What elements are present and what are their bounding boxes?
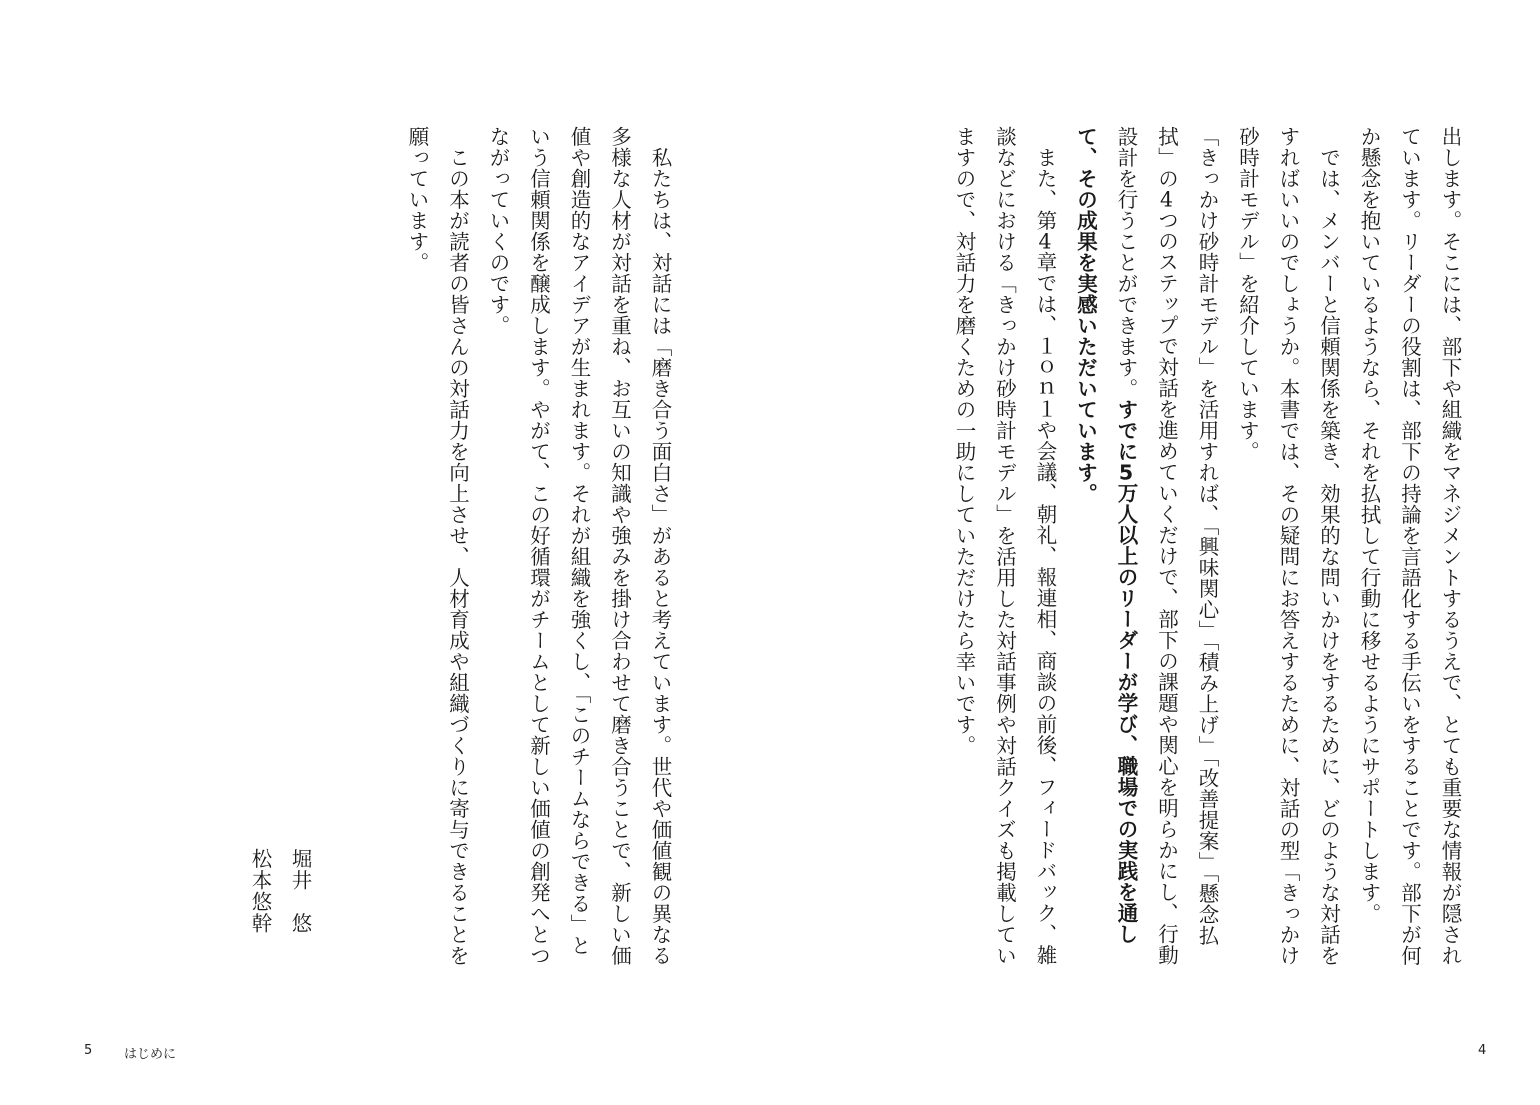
text-run: 出します。そこには、部下や組織をマネジメントするうえで、とても重要な情報が隠されています。リーダーの役割は、部下の持論を言語化する手伝いをすることです。部下が何か懸念を抱いているようなら、それを払拭して行動に移せるようにサポートします。 — [1357, 126, 1462, 966]
paragraph — [1349, 126, 1471, 966]
running-title: はじめに — [124, 1047, 177, 1062]
body-text-right — [910, 126, 1470, 966]
text-run: 私たちは、対話には「磨き合う面白さ」があると考えています。世代や価値観の異なる多様な人材が対話を重ね、お互いの知識や強みを掛け合わせて磨き合うことで、新しい価値や創造的なアイデアが生まれます。それが組織を強くし、「このチームならできる」という信頼関係を醸成します。やがて、この好循環がチームとして新しい価値の創発へとつながっていくのです。 — [486, 126, 672, 966]
paragraph — [944, 126, 1066, 966]
author-signature-2: 松本悠幹 — [248, 848, 272, 934]
page-number-left: 5 — [84, 1043, 93, 1058]
page-right — [770, 0, 1540, 1105]
text-run: この本が読者の皆さんの対話力を向上させ、人材育成や組織づくりに寄与できることを願っています。 — [405, 126, 470, 966]
text-run: 章では、１ｏｎ１や会議、朝礼、報連相、商談の前後、フィードバック、雑談などにおける「きっかけ砂時計モデル」を活用した対話事例や対話クイズも掲載していますので、対話力を磨くための一助にしていただけたら幸いです。 — [952, 126, 1057, 966]
text-run: 4 — [1159, 189, 1174, 210]
author-signature-1: 堀井 悠 — [288, 848, 312, 934]
text-run: では、メンバーと信頼関係を築き、効果的な問いかけをするために、どのような対話をすればいいのでしょうか。本書では、その疑問にお答えするために、対話の型「きっかけ砂時計モデル」を紹介しています。 — [1235, 126, 1341, 966]
text-run: また、第 — [1033, 146, 1057, 231]
paragraph — [1065, 126, 1227, 966]
paragraph — [478, 126, 681, 966]
page-number-right: 4 — [1478, 1043, 1487, 1058]
paragraph — [1227, 126, 1349, 966]
text-run: つのステップで対話を進めていくだけで、部下の課題や関心を明らかにし、行動設計を行うことができます。 — [1114, 126, 1179, 966]
emphasized-text: 万人以上のリーダーが学び、職場での実践を通して、その成果を実感いただいています。 — [1073, 126, 1138, 945]
paragraph — [397, 126, 478, 966]
emphasized-text: 5 — [1118, 462, 1134, 483]
text-run: 「きっかけ砂時計モデル」を活用すれば、「興味関心」「積み上げ」「改善提案」「懸念払拭」の — [1154, 126, 1219, 946]
body-text-left — [360, 126, 680, 966]
text-run: 4 — [1038, 230, 1052, 251]
emphasized-text: すでに — [1114, 399, 1138, 462]
